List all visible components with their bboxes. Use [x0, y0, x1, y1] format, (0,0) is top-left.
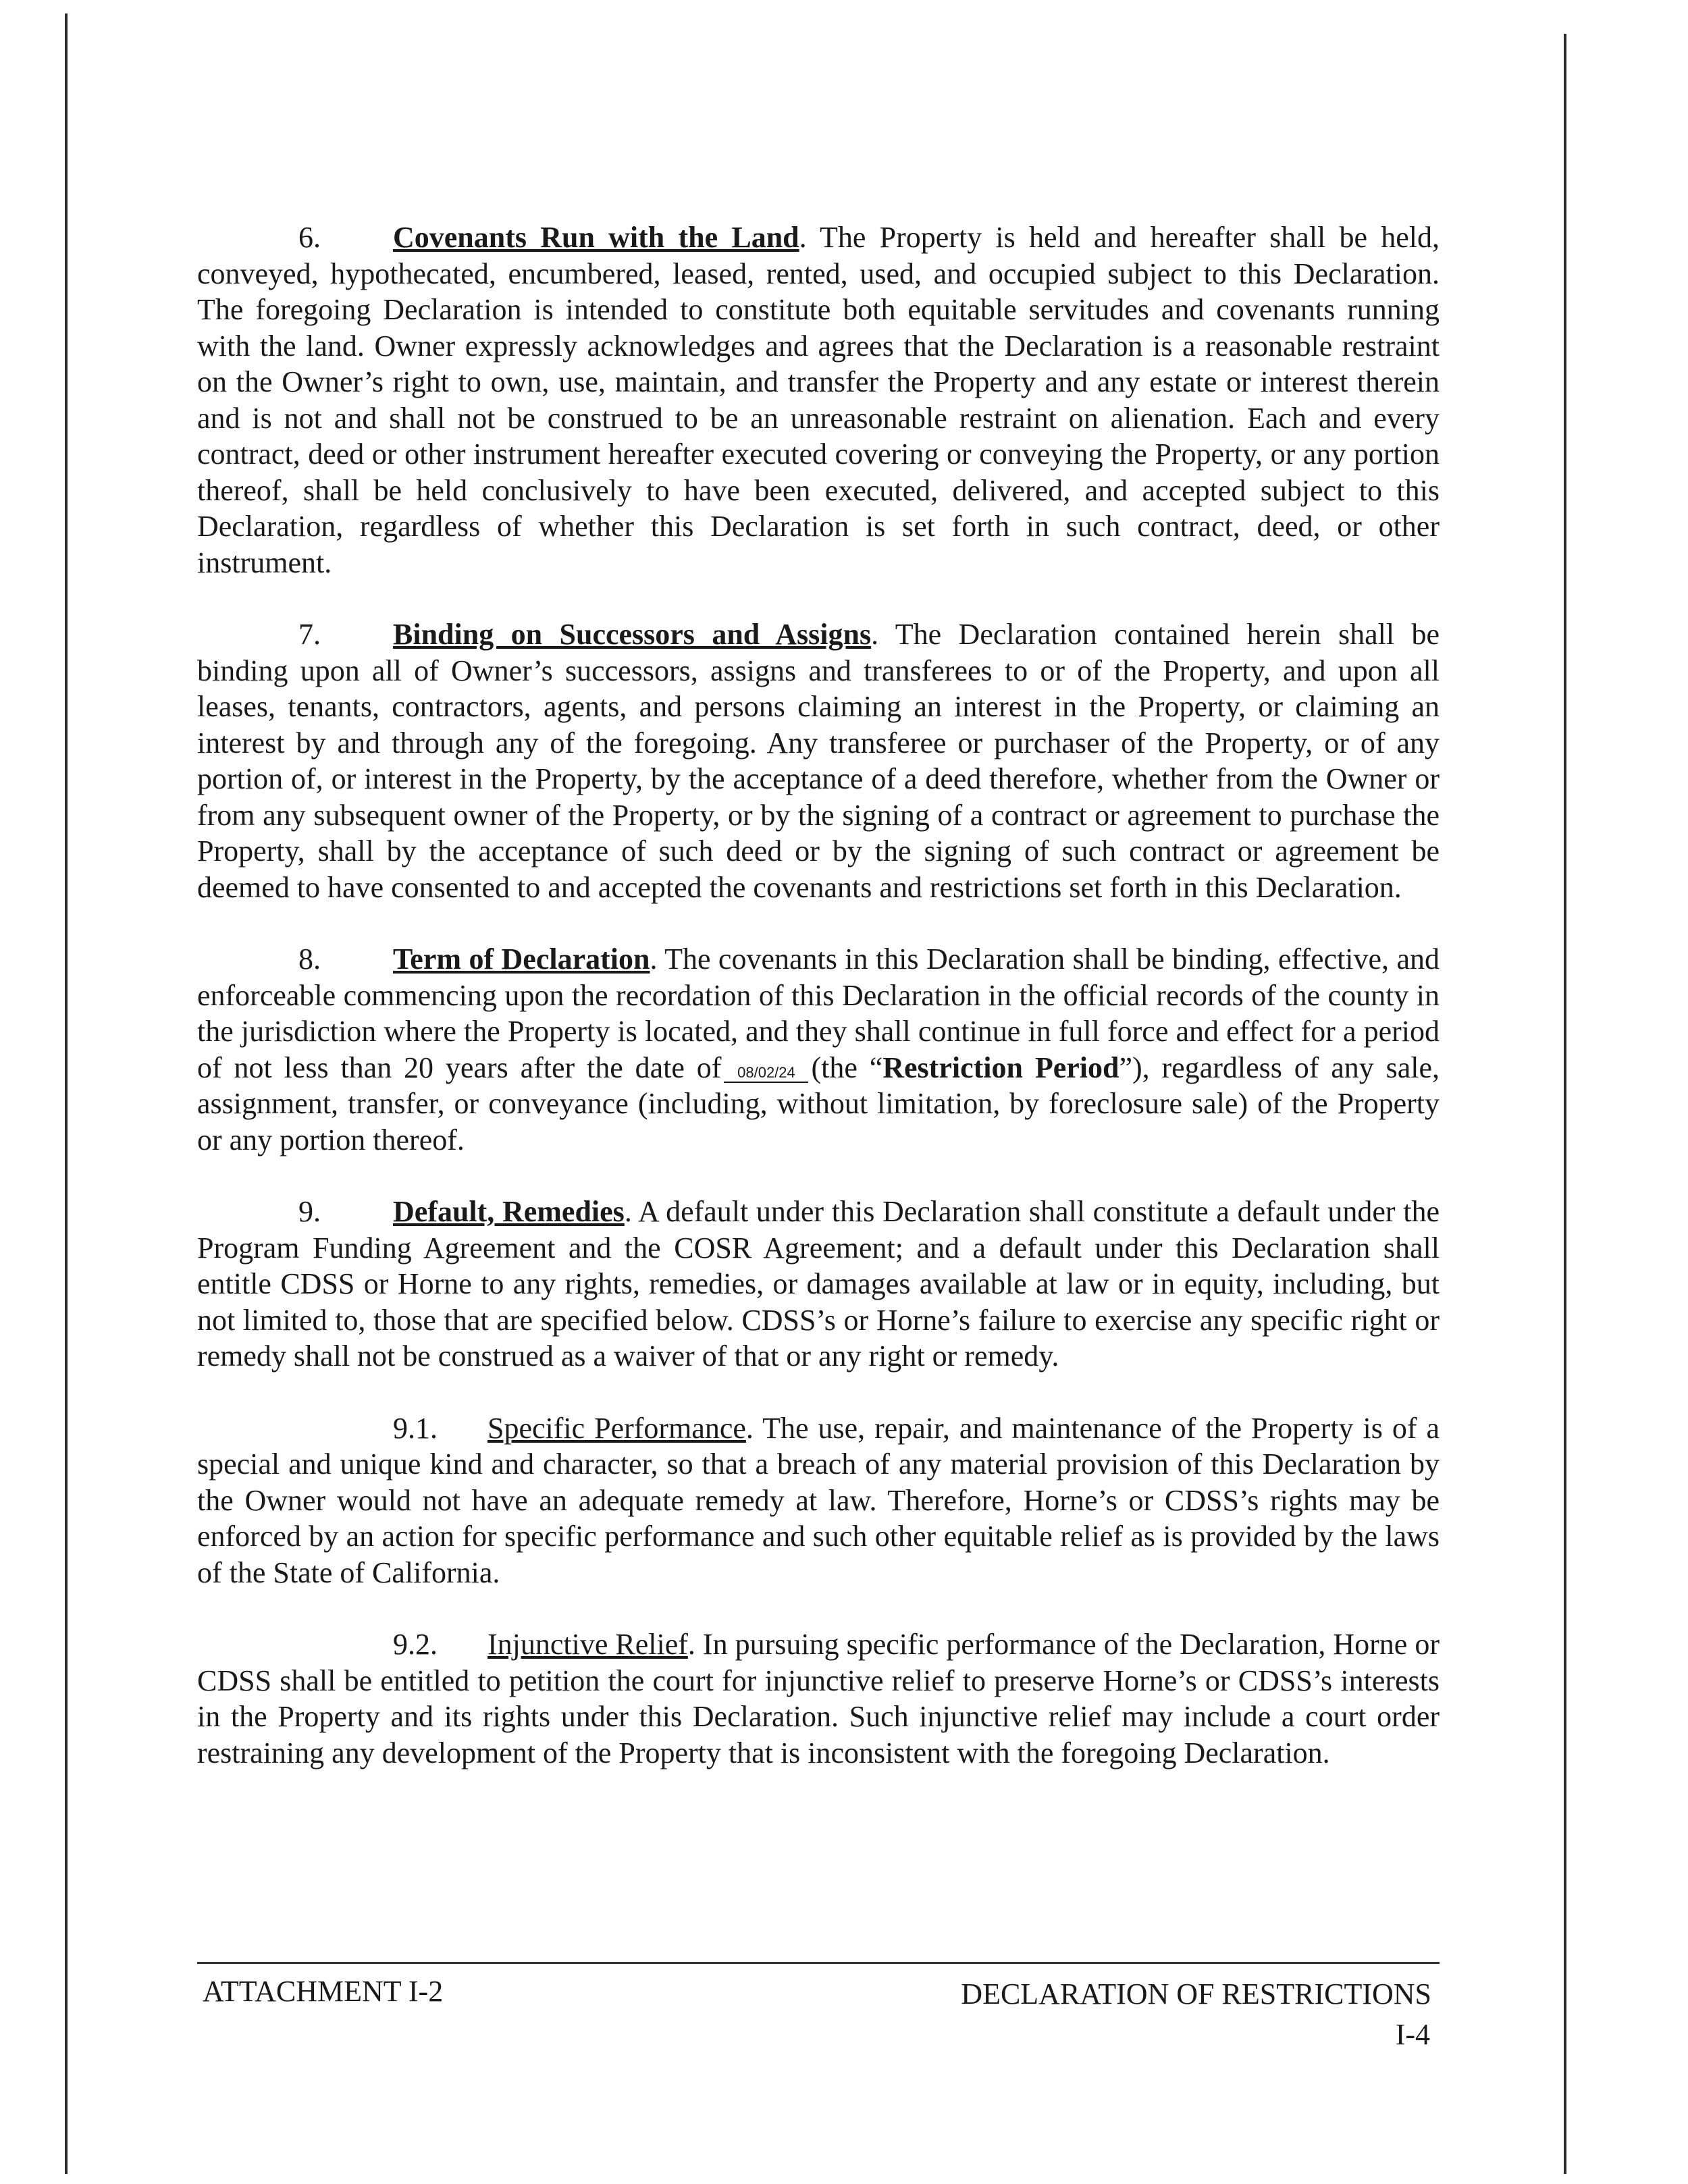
section-text: . The covenants in this Declaration shall be binding, effective, and enforceable commencing upon the recordation of this Declaration in the official records of the county in the jurisdiction where the Property is located, and they shall continue in full force and effect for a period of not less than 20 years after the date of — [197, 942, 1440, 1084]
subsection-9-1 — [197, 1410, 1440, 1591]
section-number: 6. — [298, 221, 321, 254]
subsection-text: . In pursuing specific performance of the Declaration, Horne or CDSS shall be entitled to petition the court for injunctive relief to preserve Horne’s or CDSS’s interests in the Property and its rights under this Declaration. Such injunctive relief may include a court order restraining any development of the Property that is inconsistent with the foregoing Declaration. — [197, 1628, 1440, 1769]
footer-document-title: DECLARATION OF RESTRICTIONS — [961, 1977, 1431, 2010]
date-field: 08/02/24 — [724, 1064, 808, 1083]
section-heading: Covenants Run with the Land — [393, 221, 799, 254]
section-number: 9. — [298, 1195, 321, 1228]
subsection-number: 9.1. — [393, 1411, 438, 1445]
section-text-after: ”), regardless of any sale, assignment, transfer, or conveyance (including, without limitation, by foreclosure sale) of the Property or any portion thereof. — [197, 1050, 1440, 1156]
section-heading: Binding on Successors and Assigns — [393, 618, 872, 651]
section-7 — [197, 616, 1440, 905]
page-number: I-4 — [1395, 2018, 1430, 2051]
section-text: . The Declaration contained herein shall be binding upon all of Owner’s successors, assigns and transferees to or of the Property, and upon all leases, tenants, contractors, agents, and persons claiming an interest in the Property, or claiming an interest by and through any of the foregoing. Any transferee or purchaser of the Property, or of any portion of, or interest in the Property, by the acceptance of a deed therefore, whether from the Owner or from any subsequent owner of the Property, or by the signing of a contract or agreement to purchase the Property, shall by the acceptance of such deed or by the signing of such contract or agreement be deemed to have consented to and accepted the covenants and restrictions set forth in this Declaration. — [197, 618, 1440, 904]
section-heading: Term of Declaration — [393, 942, 650, 976]
section-number: 8. — [298, 942, 321, 976]
subsection-heading: Specific Performance — [487, 1411, 746, 1445]
subsection-text: . The use, repair, and maintenance of the Property is of a special and unique kind and character, so that a breach of any material provision of this Declaration by the Owner would not have an adequate remedy at law. Therefore, Horne’s or CDSS’s rights may be enforced by an action for specific performance and such other equitable relief as is provided by the laws of the State of California. — [197, 1411, 1440, 1589]
section-9 — [197, 1194, 1440, 1375]
section-text: . The Property is held and hereafter shall be held, conveyed, hypothecated, encumbered, leased, rented, used, and occupied subject to this Declaration. The foregoing Declaration is intended to constitute both equitable servitudes and covenants running with the land. Owner expressly acknowledges and agrees that the Declaration is a reasonable restraint on the Owner’s right to own, use, maintain, and transfer the Property and any estate or interest therein and is not and shall not be construed to be an unreasonable restraint on alienation. Each and every contract, deed or other instrument hereafter executed covering or conveying the Property, or any portion thereof, shall be held conclusively to have been executed, delivered, and accepted subject to this Declaration, regardless of whether this Declaration is set forth in such contract, deed, or other instrument. — [197, 221, 1440, 579]
section-6 — [197, 219, 1440, 581]
section-8 — [197, 941, 1440, 1158]
scan-edge-right — [1564, 34, 1566, 2174]
section-text-mid: (the “ — [811, 1050, 883, 1084]
scan-edge-left — [65, 14, 68, 2174]
section-heading: Default, Remedies — [393, 1195, 625, 1228]
footer-rule — [197, 1962, 1440, 1964]
section-text: . A default under this Declaration shall constitute a default under the Program Funding Agreement and the COSR Agreement; and a default under this Declaration shall entitle CDSS or Horne to any rights, remedies, or damages available at law or in equity, including, but not limited to, those that are specified below. CDSS’s or Horne’s failure to exercise any specific right or remedy shall not be construed as a waiver of that or any right or remedy. — [197, 1195, 1440, 1373]
subsection-9-2 — [197, 1626, 1440, 1771]
subsection-number: 9.2. — [393, 1628, 438, 1661]
subsection-heading: Injunctive Relief — [487, 1628, 688, 1661]
footer-attachment-label: ATTACHMENT I-2 — [203, 1975, 444, 2008]
section-number: 7. — [298, 618, 321, 651]
defined-term: Restriction Period — [882, 1050, 1119, 1084]
document-body — [197, 219, 1440, 1807]
